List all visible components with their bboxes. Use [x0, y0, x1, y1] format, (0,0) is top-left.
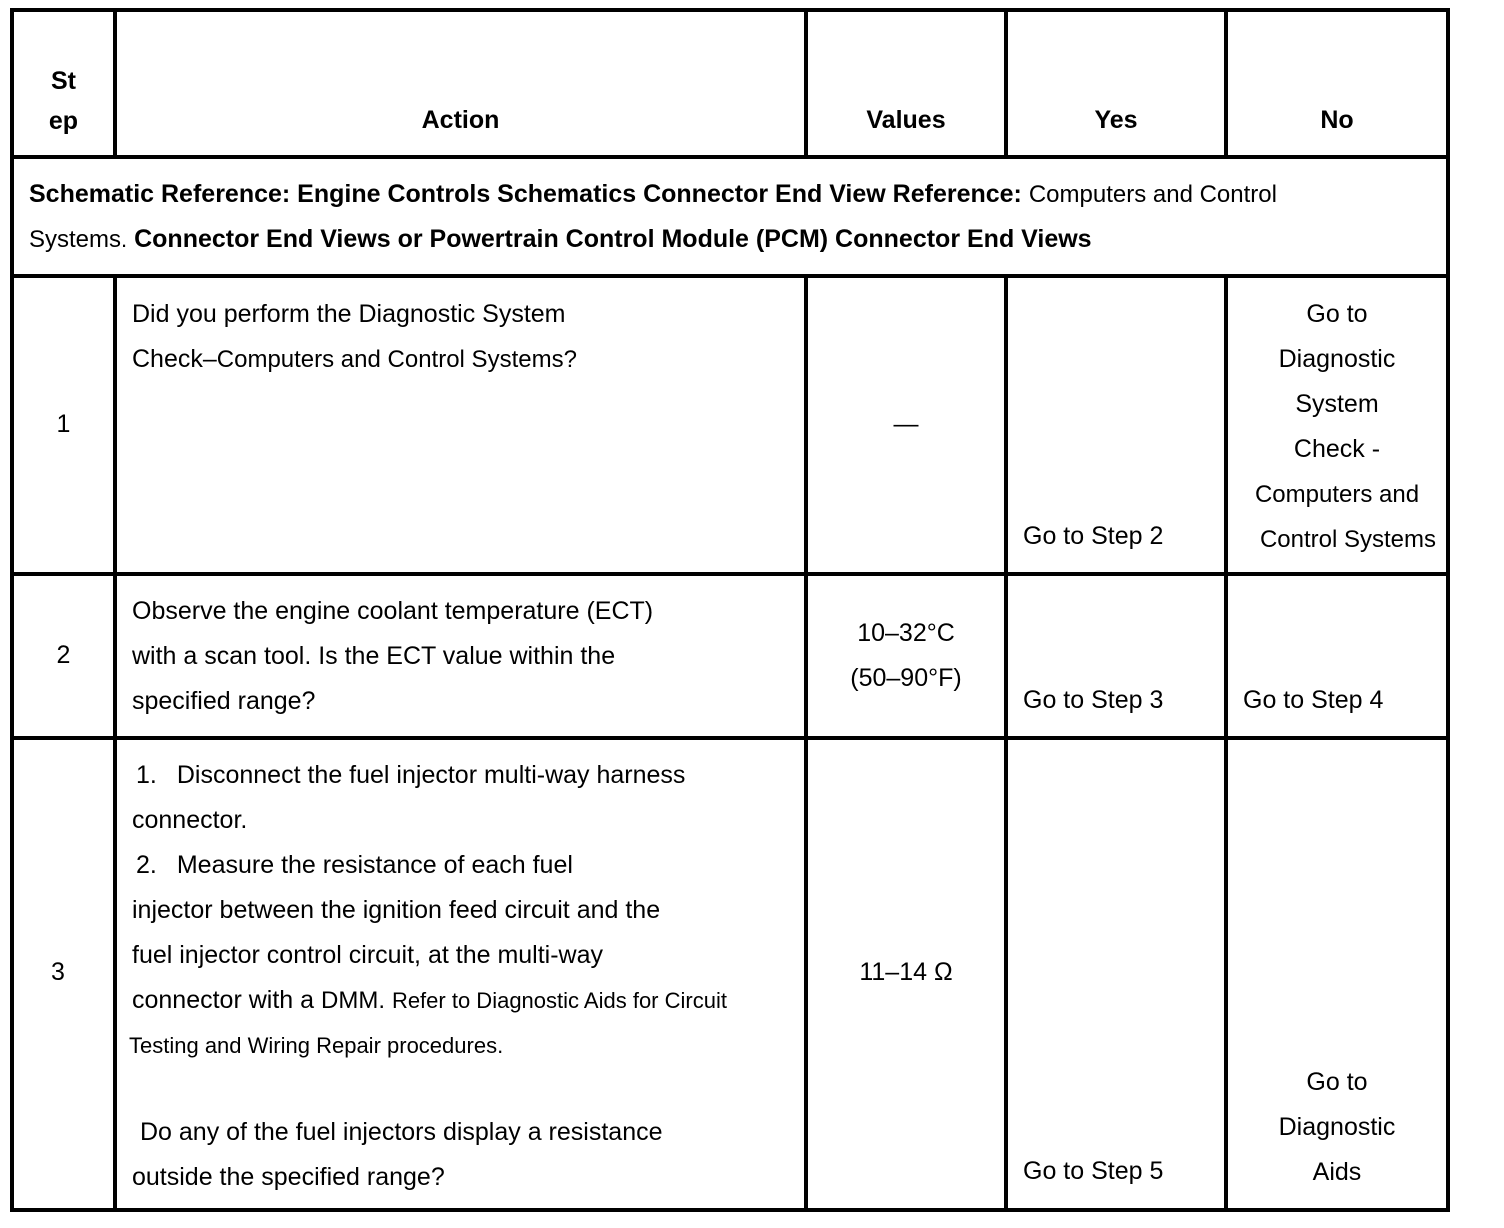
- no-line: Diagnostic: [1278, 1113, 1396, 1141]
- step-number: 3: [51, 958, 65, 986]
- schematic-reference: [29, 172, 1439, 262]
- reference-text: Systems: [29, 226, 122, 253]
- table-border-bottom: [10, 1208, 1450, 1212]
- question-line: outside the specified range?: [132, 1163, 445, 1191]
- action-line: injector between the ignition feed circuit and the: [132, 896, 661, 924]
- reference-separator: .: [121, 227, 128, 252]
- action-line: specified range?: [132, 687, 316, 715]
- col-divider-values: [1004, 274, 1008, 1212]
- step-value: [808, 611, 1004, 701]
- header-divider: [10, 155, 1450, 159]
- step-number: 1: [56, 410, 71, 438]
- header-action: Action: [421, 106, 500, 134]
- no-line: Computers and: [1254, 481, 1420, 508]
- reference-divider: [10, 274, 1450, 278]
- table-border-right: [1446, 8, 1450, 1212]
- header-yes: Yes: [1094, 106, 1138, 134]
- action-line: DMM.: [321, 987, 385, 1014]
- action-line: Did you perform the Diagnostic System: [132, 300, 566, 328]
- header-no: No: [1320, 106, 1354, 134]
- action-line: Testing and Wiring Repair procedures.: [129, 1033, 504, 1058]
- no-result: Go to Step 4: [1243, 686, 1384, 714]
- step-number: 2: [56, 641, 71, 669]
- step-value: —: [893, 410, 919, 438]
- yes-result: Go to Step 2: [1023, 522, 1164, 550]
- row1-divider: [10, 572, 1450, 576]
- action-line: Measure the resistance of each fuel: [176, 851, 573, 879]
- action-line: Disconnect the fuel injector multi-way harness: [176, 761, 686, 789]
- header-step: [14, 61, 113, 141]
- yes-result: Go to Step 5: [1023, 1157, 1164, 1185]
- row2-divider: [10, 736, 1450, 740]
- action-line: Refer to Diagnostic Aids for Circuit: [391, 988, 727, 1013]
- reference-link: Connector End Views or Powertrain Control Module (PCM) Connector End Views: [134, 225, 1092, 253]
- action-line: with a scan tool. Is the ECT value within the: [132, 642, 616, 670]
- step-value: 11–14 Ω: [859, 958, 953, 986]
- no-line: Diagnostic: [1278, 345, 1396, 373]
- question-line: Do any of the fuel injectors display a resistance: [140, 1118, 663, 1146]
- table-border-left: [10, 8, 14, 1212]
- no-line: Check -: [1293, 435, 1381, 463]
- header-step-line: ep: [48, 107, 79, 135]
- table-border-top: [10, 8, 1450, 12]
- list-number: 2.: [136, 851, 157, 879]
- step-action: [132, 292, 792, 382]
- no-result: [1228, 1060, 1446, 1195]
- action-line: Observe the engine coolant temperature (ECT): [132, 597, 654, 625]
- diagnostic-table: [10, 8, 1450, 1212]
- action-line: connector with a: [132, 986, 315, 1014]
- no-line: Go to: [1306, 300, 1368, 328]
- header-values: Values: [866, 106, 946, 134]
- no-result: [1228, 292, 1446, 562]
- step-action: [129, 753, 800, 1200]
- no-line: Go to: [1306, 1068, 1368, 1096]
- no-line: Control Systems: [1259, 526, 1437, 553]
- reference-text: Computers and Control: [1028, 181, 1277, 208]
- action-line: fuel injector control circuit, at the multi-way: [132, 941, 604, 969]
- header-step-line: St: [51, 67, 76, 95]
- yes-result: Go to Step 3: [1023, 686, 1164, 714]
- value-line: (50–90°F): [850, 664, 962, 692]
- no-line: System: [1295, 390, 1379, 418]
- reference-label: Schematic Reference: Engine Controls Schematics Connector End View Reference:: [29, 180, 1022, 208]
- action-line: Check–: [132, 345, 217, 373]
- list-number: 1.: [136, 761, 157, 789]
- col-divider-step: [113, 274, 117, 1212]
- action-line: Computers and Control Systems?: [216, 346, 577, 373]
- step-action: [132, 589, 792, 724]
- value-line: 10–32°C: [857, 619, 955, 647]
- no-line: Aids: [1312, 1158, 1362, 1186]
- action-line: connector.: [132, 806, 248, 834]
